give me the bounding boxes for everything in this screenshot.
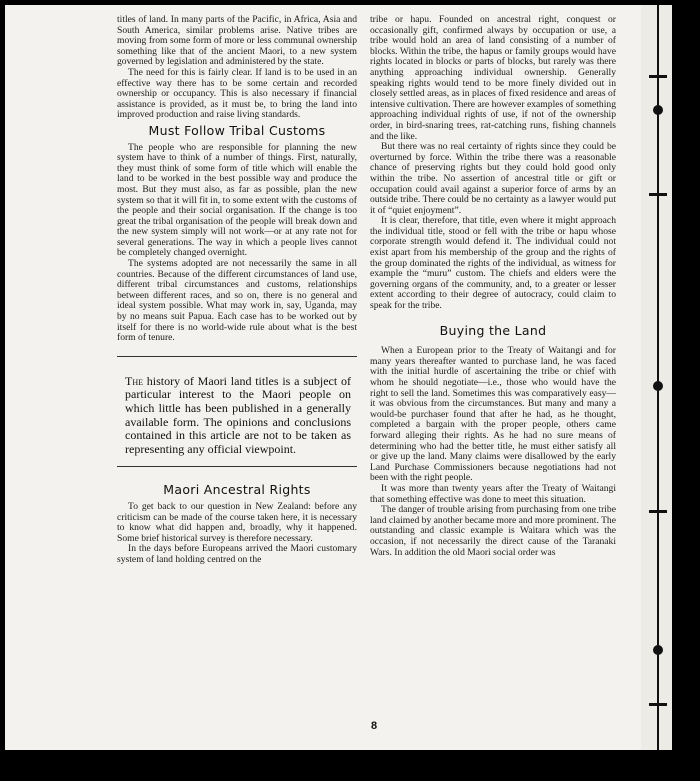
binding-mark [653, 645, 663, 655]
scanned-page [5, 5, 672, 750]
continued-paragraph-3: It is clear, therefore, that title, even where it might approach the individual title, stood or fell with the tribe or hapu whose corporate strength would defend it. The individual could not exist apart from his membership of the group and the rights of the group dominated the rights of the individual, as witness for example the “muru” custom. The chiefs and elders were the governing organs of the community, and, to a greater or lesser extent according to their degree of autocracy, could claim to speak for the tribe. [370, 215, 616, 312]
ancestral-paragraph-1: To get back to our question in New Zealand: before any criticism can be made of the course taken here, it is necessary to know what did happen and, broadly, why it happened. Some brief historical survey is therefore necessary. [117, 500, 357, 544]
binding-mark [653, 105, 663, 115]
heading-tribal-customs: Must Follow Tribal Customs [148, 122, 326, 138]
binding-tick [649, 703, 667, 706]
buying-paragraph-2: It was more than twenty years after the Treaty of Waitangi that something effective was done to meet this situation. [370, 482, 616, 505]
binding-tick [649, 510, 667, 513]
sidebar-lead: The [125, 373, 143, 388]
binding-mark [653, 381, 663, 391]
tribal-paragraph-2: The systems adopted are not necessarily the same in all countries. Because of the different circumstances of land use, different tribal circumstances and customs, relationships between different races, and so on, there is no general and ideal system possible. What may work in, say, Uganda, may by no means suit Papua. Each case has to be worked out by itself for there is no world-wide rule about what is the best form of tenure. [117, 258, 357, 344]
sidebar-top-rule [117, 356, 357, 357]
heading-ancestral-rights: Maori Ancestral Rights [163, 482, 311, 498]
heading-buying-land: Buying the Land [439, 322, 547, 338]
intro-paragraph-1: titles of land. In many parts of the Pacific, in Africa, Asia and South America, similar problems arise. Native tribes are moving from some form of more or less communal ownership something like that of the ancient Maori, to a new system governed by legislation and administered by the state. [117, 14, 357, 68]
binding-strip [641, 5, 672, 750]
buying-paragraph-3: The danger of trouble arising from purchasing from one tribe land claimed by another became more and more prominent. The outstanding and classic example is Waitara which was the occasion, if not necessarily the direct cause of the Taranaki Wars. In addition the old Maori social order was [370, 504, 616, 558]
buying-paragraph-1: When a European prior to the Treaty of Waitangi and for many years thereafter wanted to purchase land, he was faced with the initial hurdle of ascertaining the tribe or chief with whom he should negotiate—i.e., those who would have the right to sell the land. Sometimes this was comparatively easy—it was obvious from the circumstances. But many and many a would-be purchaser found that after he had, as he thought, completed a bargain with the proper people, others came forward alleging their rights. As he had no sure means of determining who had the better title, he must either satisfy all or give up the land. Many claims were disallowed by the early Land Purchase Commissioners because negotiations had not been with the right people. [370, 345, 616, 484]
continued-paragraph-1: tribe or hapu. Founded on ancestral right, conquest or occasionally gift, confirmed always by occupation or use, a tribe would hold an area of land consisting of a number of blocks. Within the tribe, the hapus or family groups would have rights located in blocks or parts of blocks, but rarely was there anything approaching individual ownership. Generally speaking rights would tend to be more finely divided out in closely settled areas, as in places of fixed residence and areas of intensive cultivation. There are however examples of something approaching individual rights of use, if not of the ownership order, in bird-snaring trees, rat-catching runs, fishing channels and the like. [370, 14, 616, 142]
binding-tick [649, 75, 667, 78]
page-number: 8 [371, 720, 378, 732]
sidebar-text: history of Maori land titles is a subject of particular interest to the Maori people on which little has been published in a generally available form. The opinions and conclusions contained in this article are not to be taken as representing any official viewpoint. [125, 373, 351, 456]
binding-tick [649, 193, 667, 196]
right-column [370, 15, 616, 558]
intro-paragraph-2: The need for this is fairly clear. If land is to be used in an effective way there has to be some certain and recorded ownership or occupancy. This is also necessary if financial assistance is provided, as it must be, to bring the land into improved production and raise living standards. [117, 66, 357, 121]
tribal-paragraph-1: The people who are responsible for planning the new system have to think of a number of things. First, naturally, they must think of some form of title which will enable the land to be worked in the best possible way and produce the most. But they must also, as far as possible, plan the new system so that it will fit in, to some extent with the customs of the people and their social organisation. If the change is too great the tribal organisation of the people will break down and the new system simply will not work—or at any rate not for several generations. The way in which a people lives cannot be completely changed overnight. [117, 141, 357, 259]
sidebar-note [125, 375, 351, 457]
continued-paragraph-2: But there was no real certainty of rights since they could be overturned by force. Within the tribe there was a reasonable chance of preserving rights but they could hold good only within the tribe. No assertion of ancestral title or gift or occupation could avail against a superior force of arms by an outside tribe. There could be no certainty as a lawyer would put it of “quiet enjoyment”. [370, 141, 616, 216]
ancestral-paragraph-2: In the days before Europeans arrived the Maori customary system of land holding centred on the [117, 543, 357, 565]
binding-rule [657, 5, 659, 750]
sidebar-bottom-rule [117, 466, 357, 467]
left-column [117, 15, 357, 566]
